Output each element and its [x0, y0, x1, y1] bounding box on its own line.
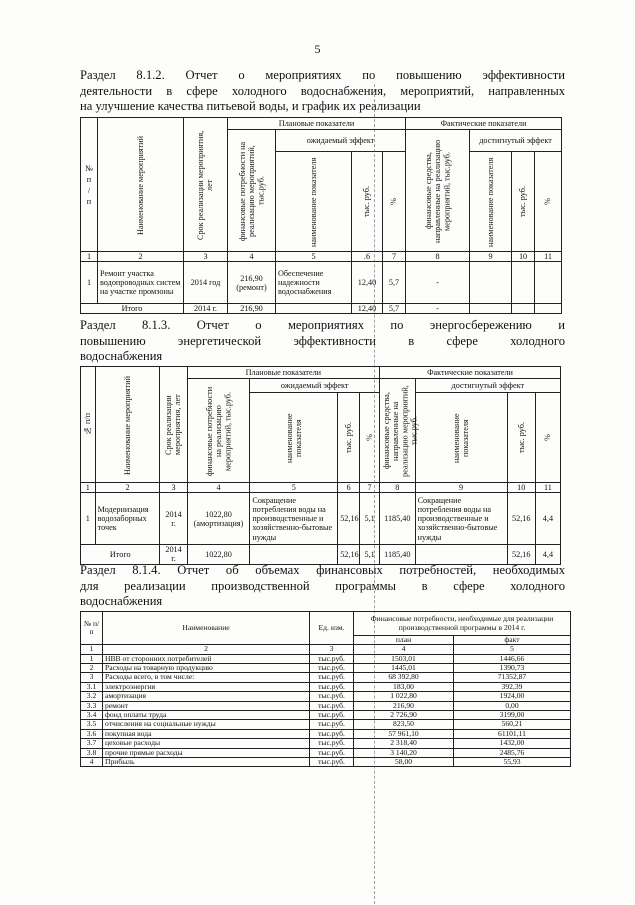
- cell-name: фонд оплаты труда: [103, 710, 310, 719]
- cell-num: 3.8: [81, 748, 103, 757]
- cell-plan: 216,90: [354, 701, 454, 710]
- cell-plan: 2 726,90: [354, 710, 454, 719]
- cell-fact: 71352,87: [454, 673, 571, 682]
- table-row: [81, 739, 571, 748]
- cell-num: 3.7: [81, 739, 103, 748]
- column-index-row: 1 2 3 4 5 6 7 8 9 10 11: [81, 483, 561, 493]
- cell-fact: 61101,11: [454, 729, 571, 738]
- cell-plan: 58,00: [354, 757, 454, 766]
- cell-num: 3.3: [81, 701, 103, 710]
- cell-num: 2: [81, 663, 103, 672]
- cell-fact: 560,21: [454, 720, 571, 729]
- table-measures-efficiency: [80, 117, 562, 314]
- table-row: [81, 692, 571, 701]
- header-ach-name: наименование показателя: [470, 152, 512, 252]
- header-num: № п/п: [81, 367, 96, 483]
- scan-artifact-line: [374, 84, 375, 904]
- header-unit: Ед. изм.: [310, 612, 354, 645]
- cell-name: Расходы на товарную продукцию: [103, 663, 310, 672]
- header-ach-pct: %: [535, 152, 562, 252]
- cell-name: Прибыль: [103, 757, 310, 766]
- section-812-heading: [80, 68, 565, 115]
- header-fin: Финансовые потребности, необходимые для реализации производственной программы в 2014 г.: [354, 612, 571, 636]
- header-eff-tr: тыс. руб.: [338, 393, 360, 483]
- cell-fact: 392,39: [454, 682, 571, 691]
- cell-num: 3.2: [81, 692, 103, 701]
- table-row: [81, 673, 571, 682]
- table-row: [81, 748, 571, 757]
- cell-plan: 1445,01: [354, 663, 454, 672]
- table-total-row: Итого 2014 г. 1022,80 52,16 5,1 1185,40 52,16 4,4: [81, 545, 561, 564]
- header-ach-tr: тыс. руб.: [507, 393, 535, 483]
- heading-line: Раздел 8.1.3. Отчет о мероприятиях по энергосбережению и: [80, 318, 565, 332]
- header-num: № п / п: [81, 118, 98, 252]
- heading-line: водоснабжения: [80, 594, 163, 608]
- header-eff-tr: тыс. руб.: [352, 152, 383, 252]
- cell-unit: тыс.руб.: [310, 739, 354, 748]
- header-fact: Фактические показатели: [406, 118, 562, 130]
- header-eff-pct: %: [360, 393, 380, 483]
- cell-unit: тыс.руб.: [310, 673, 354, 682]
- cell-unit: тыс.руб.: [310, 710, 354, 719]
- header-fin: финансовые потребности на реализацию мероприятий, тыс.руб.: [187, 379, 250, 483]
- header-plan: план: [354, 636, 454, 645]
- header-num: № п/п: [81, 612, 103, 645]
- cell-plan: 823,50: [354, 720, 454, 729]
- table-total-row: Итого 2014 г. 216,90 12,40 5,7 -: [81, 304, 562, 314]
- heading-line: повышению энергетической эффективности в сфере холодного: [80, 333, 565, 348]
- heading-line: деятельности в сфере холодного водоснабжения, мероприятий, направленных: [80, 83, 565, 98]
- header-ach-pct: %: [535, 393, 560, 483]
- cell-num: 1: [81, 654, 103, 663]
- cell-unit: тыс.руб.: [310, 682, 354, 691]
- header-fact: факт: [454, 636, 571, 645]
- cell-num: 4: [81, 757, 103, 766]
- cell-num: 3.4: [81, 710, 103, 719]
- column-index-row: 1 2 3 4 5 .6 7 8 9 10 11: [81, 252, 562, 262]
- cell-name: покупная вода: [103, 729, 310, 738]
- cell-fact: 2485,76: [454, 748, 571, 757]
- header-plan: Плановые показатели: [187, 367, 379, 379]
- header-term: Срок реализации мероприятия, лет: [184, 118, 228, 252]
- cell-fact: 0,00: [454, 701, 571, 710]
- cell-num: 3: [81, 673, 103, 682]
- cell-fact: 1432,00: [454, 739, 571, 748]
- cell-unit: тыс.руб.: [310, 720, 354, 729]
- heading-line: для реализации производственной программы в сфере холодного: [80, 578, 565, 593]
- header-expected: ожидаемый эффект: [276, 130, 406, 152]
- cell-name: электроэнергия: [103, 682, 310, 691]
- section-813-heading: [80, 318, 565, 365]
- cell-num: 3.5: [81, 720, 103, 729]
- cell-num: 3.1: [81, 682, 103, 691]
- header-eff-pct: %: [383, 152, 406, 252]
- header-ach-name: наименование показателя: [415, 393, 507, 483]
- cell-fact: 1390,73: [454, 663, 571, 672]
- cell-num: 3.6: [81, 729, 103, 738]
- page-number: 5: [314, 42, 321, 56]
- header-fact: Фактические показатели: [380, 367, 561, 379]
- header-name: Наименование мероприятий: [98, 118, 184, 252]
- cell-fact: 1446,66: [454, 654, 571, 663]
- header-achieved: достигнутый эффект: [470, 130, 562, 152]
- header-plan: Плановые показатели: [228, 118, 406, 130]
- table-body: [81, 654, 571, 767]
- cell-unit: тыс.руб.: [310, 757, 354, 766]
- header-name: Наименование: [103, 612, 310, 645]
- header-achieved: достигнутый эффект: [415, 379, 560, 393]
- cell-name: амортизация: [103, 692, 310, 701]
- header-fin: финансовые потребности на реализацию мероприятий, тыс.руб.: [228, 130, 276, 252]
- table-row: 1 Ремонт участка водопроводных систем на участке промзоны 2014 год 216,90 (ремонт) Обеспечение надежности водоснабжения 12,40 5,7 -: [81, 262, 562, 304]
- cell-plan: 183,00: [354, 682, 454, 691]
- cell-unit: тыс.руб.: [310, 748, 354, 757]
- table-row: [81, 720, 571, 729]
- cell-unit: тыс.руб.: [310, 692, 354, 701]
- cell-plan: 1503,01: [354, 654, 454, 663]
- header-name: Наименование мероприятий: [95, 367, 160, 483]
- cell-unit: тыс.руб.: [310, 654, 354, 663]
- cell-plan: 2 318,40: [354, 739, 454, 748]
- cell-plan: 68 392,80: [354, 673, 454, 682]
- cell-plan: 1 022,80: [354, 692, 454, 701]
- cell-unit: тыс.руб.: [310, 701, 354, 710]
- cell-plan: 3 140,20: [354, 748, 454, 757]
- cell-fact: 3199,00: [454, 710, 571, 719]
- header-term: Срок реализации мероприятия, лет: [160, 367, 187, 483]
- cell-unit: тыс.руб.: [310, 663, 354, 672]
- section-814-heading: [80, 563, 565, 610]
- table-row: 1 Модернизация водозаборных точек 2014 г. 1022,80 (амортизация) Сокращение потребления воды на производственные и хозяйственно-бытовые нужды 52,16 5,1 1185,40 Сокращение потребления воды на производственные и хозяйственно-бытовые нужды 52,16 4,4: [81, 493, 561, 545]
- header-fact-fin: финансовые средства, направленные на реализацию мероприятий, тыс.руб.: [380, 379, 416, 483]
- cell-name: цеховые расходы: [103, 739, 310, 748]
- cell-fact: 1924,00: [454, 692, 571, 701]
- heading-line: на улучшение качества питьевой воды, и график их реализации: [80, 99, 421, 113]
- heading-line: водоснабжения: [80, 349, 163, 363]
- cell-unit: тыс.руб.: [310, 729, 354, 738]
- heading-line: Раздел 8.1.2. Отчет о мероприятиях по повышению эффективности: [80, 68, 565, 82]
- heading-line: Раздел 8.1.4. Отчет об объемах финансовых потребностей, необходимых: [80, 563, 565, 577]
- header-fact-fin: финансовые средства, направленные на реализацию мероприятий, тыс.руб.: [406, 130, 470, 252]
- cell-name: ремонт: [103, 701, 310, 710]
- cell-name: Расходы всего, в том числе:: [103, 673, 310, 682]
- table-financial-needs: [80, 611, 571, 767]
- cell-fact: 55,93: [454, 757, 571, 766]
- cell-name: прочие прямые расходы: [103, 748, 310, 757]
- header-ach-tr: тыс. руб.: [512, 152, 535, 252]
- cell-name: отчисления на социальные нужды: [103, 720, 310, 729]
- table-energy-saving: [80, 366, 561, 565]
- cell-plan: 57 961,10: [354, 729, 454, 738]
- table-row: [81, 757, 571, 766]
- column-index-row: 1 2 3 4 5: [81, 645, 571, 654]
- header-eff-name: наименование показателя: [250, 393, 338, 483]
- header-eff-name: наименование показателя: [276, 152, 352, 252]
- cell-name: НВВ от сторонних потребителей: [103, 654, 310, 663]
- header-expected: ожидаемый эффект: [250, 379, 380, 393]
